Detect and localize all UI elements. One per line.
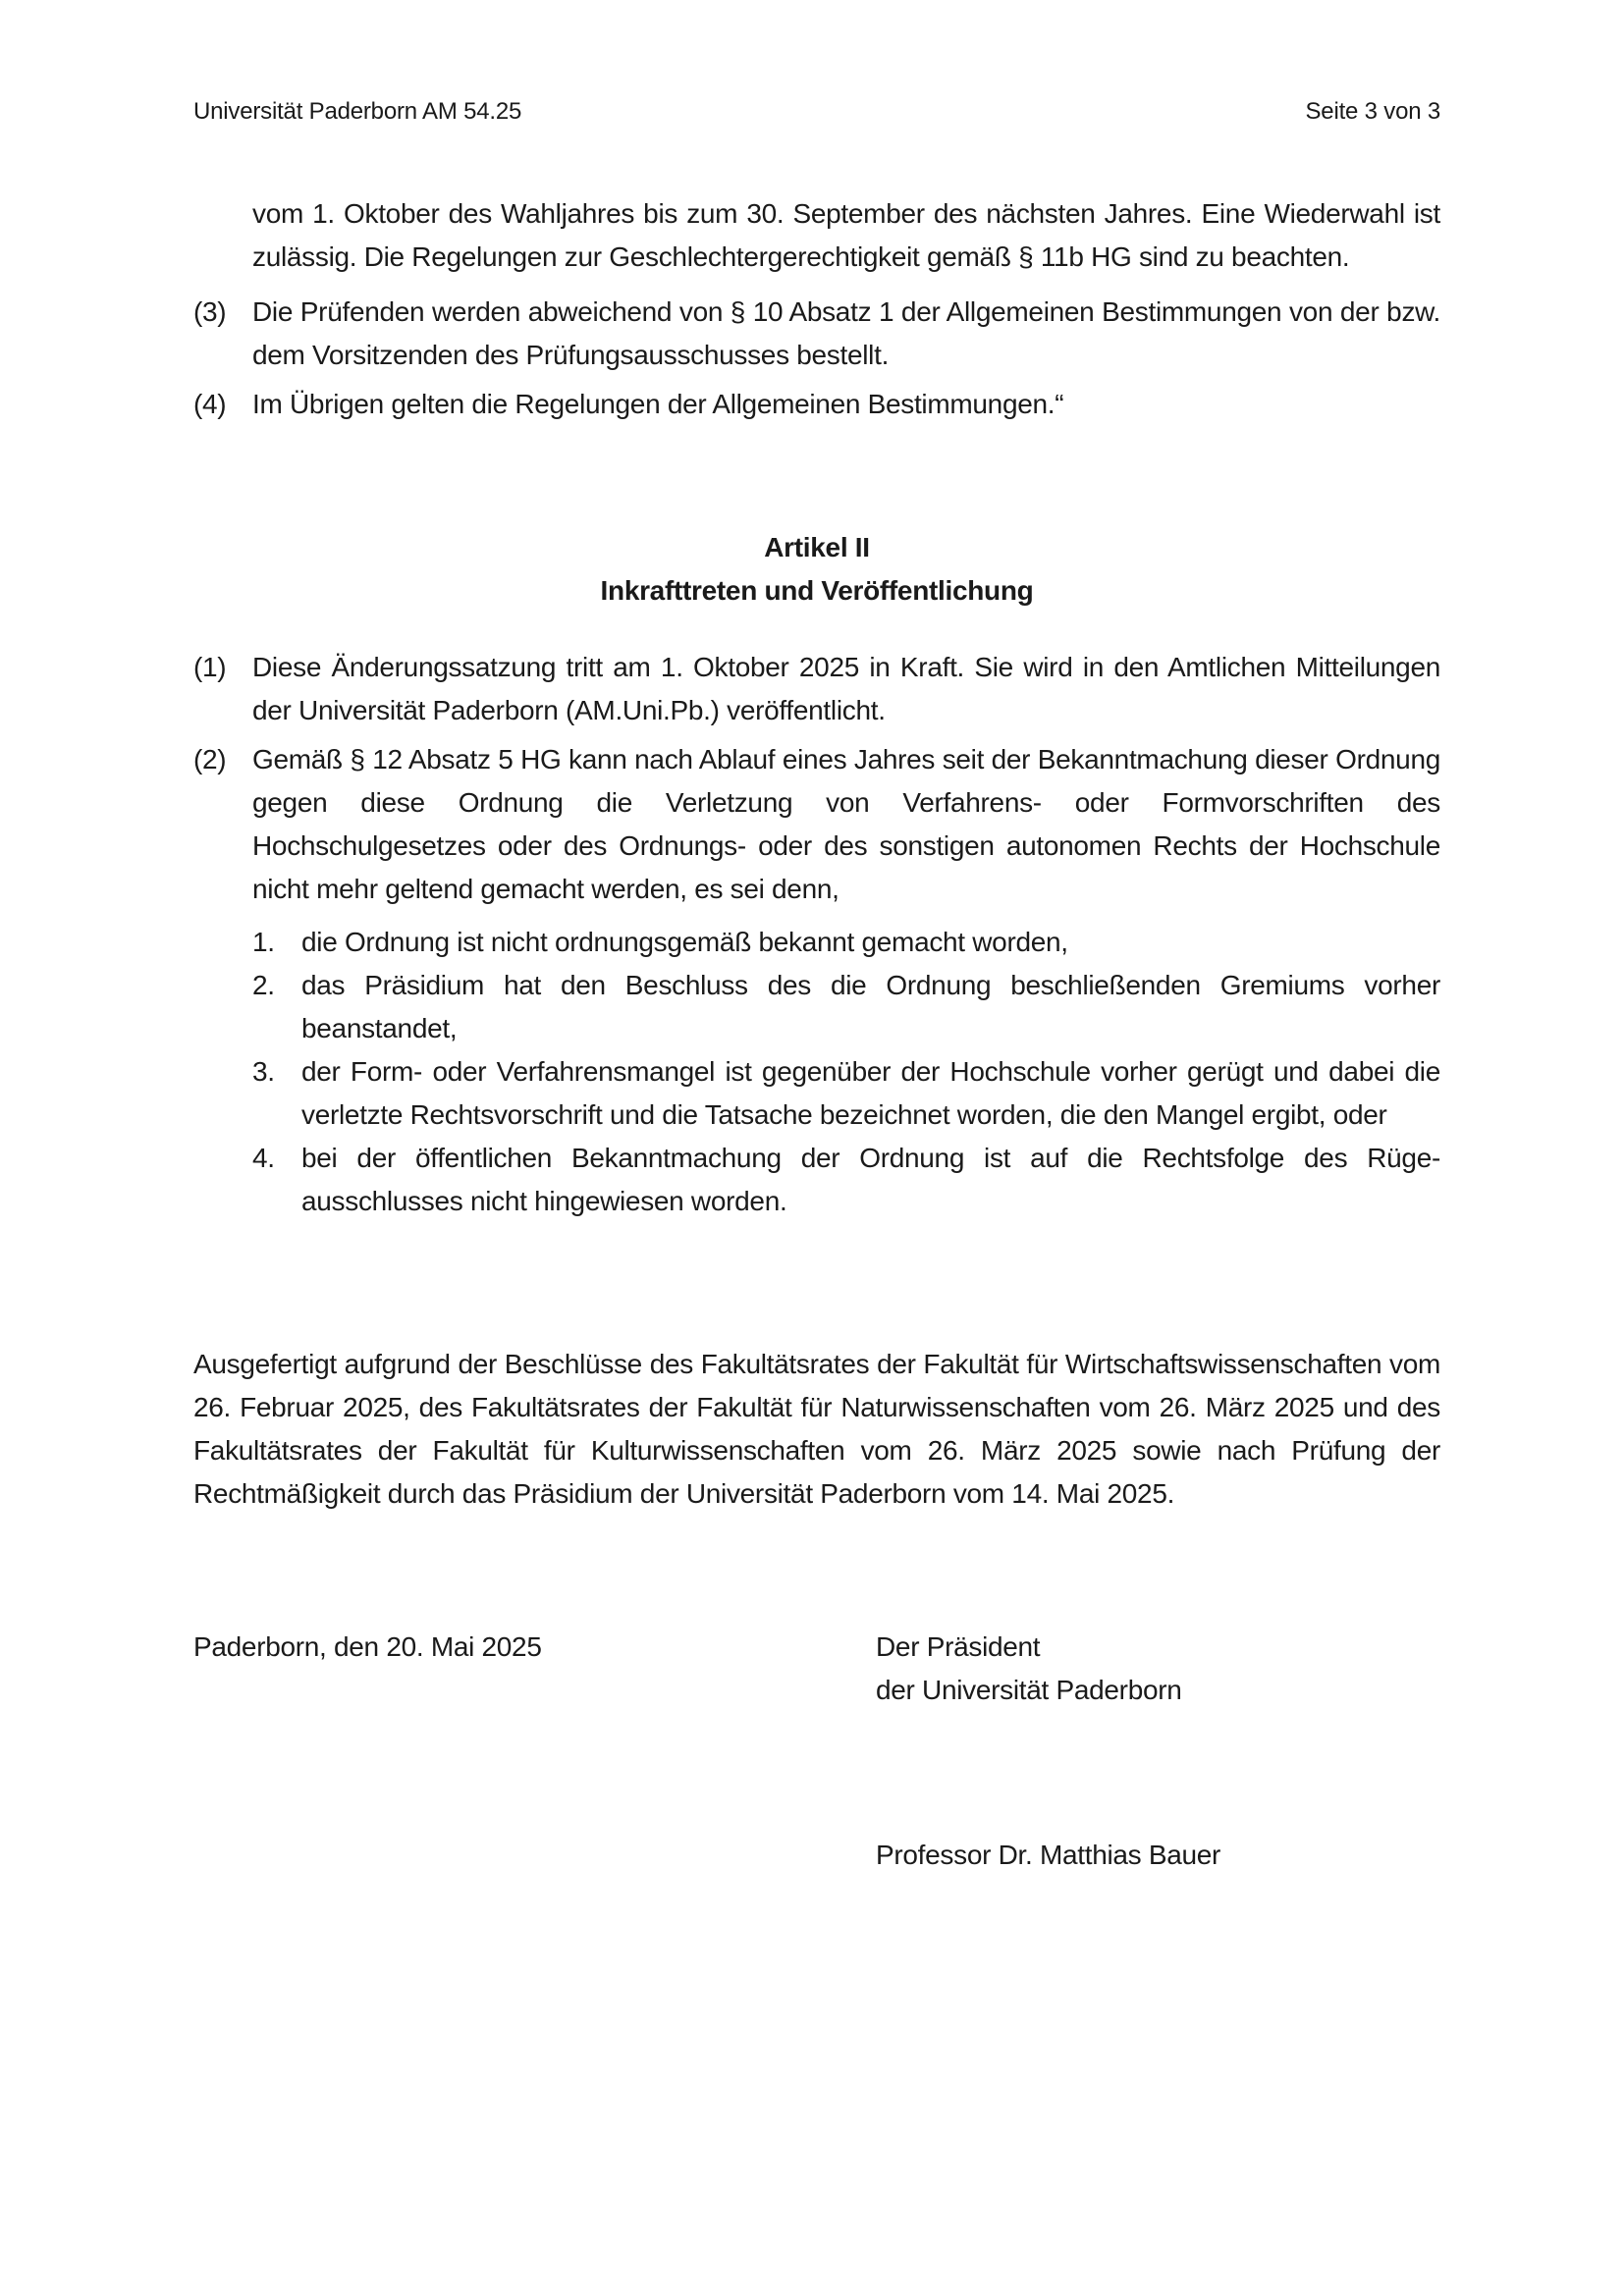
list-item-text: bei der öffentlichen Bekanntmachung der Ordnung ist auf die Rechtsfolge des Rüge-ausschlusses nicht hingewiesen worden. [301, 1143, 1440, 1216]
list-item-text: die Ordnung ist nicht ordnungsgemäß bekannt gemacht worden, [301, 927, 1068, 957]
paragraph-number: (1) [193, 652, 227, 682]
list-item-text: das Präsidium hat den Beschluss des die Ordnung beschließenden Gremiums vorher beanstandet, [301, 970, 1440, 1043]
signatory-role [876, 1626, 1182, 1712]
list-item [252, 1137, 1440, 1223]
list-item [252, 921, 1440, 964]
page-header [193, 98, 1440, 126]
article-paragraph-2 [193, 738, 1440, 911]
header-document-id: Universität Paderborn AM 54.25 [193, 98, 522, 125]
place-date: Paderborn, den 20. Mai 2025 [193, 1631, 542, 1662]
paragraph-3 [193, 291, 1440, 377]
list-item [252, 964, 1440, 1050]
signatory-role-line1: Der Präsident [876, 1631, 1041, 1662]
paragraph-number: (4) [193, 389, 227, 419]
execution-note: Ausgefertigt aufgrund der Beschlüsse des Fakultätsrates der Fakultät für Wirtschaftswissenschaften vom 26. Februar 2025, des Fakultätsrates der Fakultät für Naturwissenschaften vom 26. März 2025 und des Fakultätsrates der Fakultät für Kulturwissenschaften vom 26. März 2025 sowie nach Prüfung der Rechtmäßigkeit durch das Präsidium der Universität Paderborn vom 14. Mai 2025. [193, 1349, 1440, 1509]
paragraph-number: (2) [193, 744, 227, 774]
list-item [252, 1050, 1440, 1137]
list-item-number: 4. [252, 1143, 275, 1173]
exceptions-list [252, 921, 1440, 1223]
paragraph-text: Im Übrigen gelten die Regelungen der Allgemeinen Bestimmungen.“ [252, 389, 1064, 419]
article-paragraph-1 [193, 646, 1440, 732]
paragraph-text: Diese Änderungssatzung tritt am 1. Oktober 2025 in Kraft. Sie wird in den Amtlichen Mitteilungen der Universität Paderborn (AM.Uni.Pb.) veröffentlicht. [252, 652, 1440, 725]
paragraph-text: Die Prüfenden werden abweichend von § 10 Absatz 1 der Allgemeinen Bestimmungen von der bzw. dem Vorsitzenden des Prüfungsausschusses bestellt. [252, 296, 1440, 370]
header-page-number: Seite 3 von 3 [1305, 98, 1440, 125]
article-subtitle: Inkrafttreten und Veröffentlichung [600, 575, 1034, 606]
signatory-name: Professor Dr. Matthias Bauer [876, 1840, 1221, 1870]
list-item-number: 3. [252, 1056, 275, 1087]
paragraph-text: Gemäß § 12 Absatz 5 HG kann nach Ablauf eines Jahres seit der Bekanntmachung dieser Ordnung gegen diese Ordnung die Verletzung von Verfahrens- oder Formvorschriften des Hochschulgesetzes oder des Ordnungs- oder des sonstigen autonomen Rechts der Hochschule nicht mehr geltend gemacht werden, es sei denn, [252, 744, 1440, 904]
paragraph-4 [193, 383, 1440, 426]
paragraph-number: (3) [193, 296, 227, 327]
list-item-number: 2. [252, 970, 275, 1000]
list-item-text: der Form- oder Verfahrensmangel ist gegenüber der Hochschule vorher gerügt und dabei die verletzte Rechtsvorschrift und die Tatsache bezeichnet worden, die den Mangel ergibt, oder [301, 1056, 1440, 1130]
list-item-number: 1. [252, 927, 275, 957]
article-title: Artikel II [764, 532, 870, 562]
signatory-role-line2: der Universität Paderborn [876, 1675, 1182, 1705]
continuation-paragraph: vom 1. Oktober des Wahljahres bis zum 30. September des nächsten Jahres. Eine Wiederwahl ist zulässig. Die Regelungen zur Geschlechtergerechtigkeit gemäß § 11b HG sind zu beachten. [252, 198, 1440, 272]
